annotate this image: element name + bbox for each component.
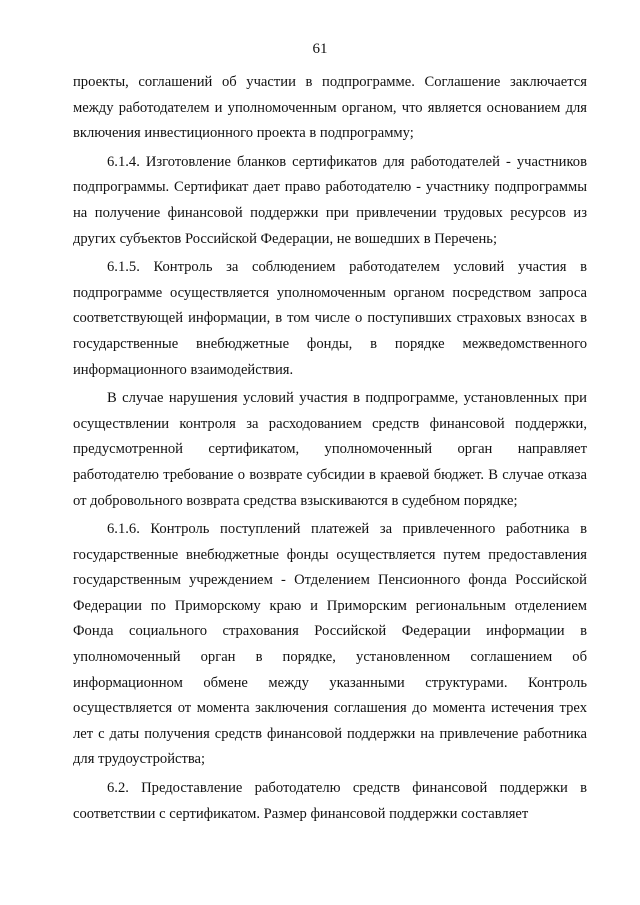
page-body — [73, 70, 587, 829]
paragraph-6-1-6: 6.1.6. Контроль поступлений платежей за привлеченного работника в государственные внебюджетные фонды осуществляется путем предоставления государственным учреждением - Отделением Пенсионного фонда Российской Федерации по Приморскому краю и Приморским региональным отделением Фонда социального страхования Российской Федерации информации в уполномоченный орган в порядке, установленном соглашением об информационном обмене между указанными структурами. Контроль осуществляется от момента заключения соглашения до момента истечения трех лет с даты получения средств финансовой поддержки на привлечение работника для трудоустройства; — [73, 521, 587, 768]
paragraph-6-2: 6.2. Предоставление работодателю средств финансовой поддержки в соответствии с сертификатом. Размер финансовой поддержки составляет — [73, 780, 587, 822]
paragraph-6-1-4: 6.1.4. Изготовление бланков сертификатов для работодателей - участников подпрограммы. Сертификат дает право работодателю - участнику подпрограммы на получение финансовой поддержки при привлечении трудовых ресурсов из других субъектов Российской Федерации, не вошедших в Перечень; — [73, 153, 587, 247]
paragraph-continuation: проекты, соглашений об участии в подпрограмме. Соглашение заключается между работодателем и уполномоченным органом, что является основанием для включения инвестиционного проекта в подпрограмму; — [73, 74, 587, 142]
page-number: 61 — [312, 41, 328, 57]
paragraph-violation: В случае нарушения условий участия в подпрограмме, установленных при осуществлении контроля за расходованием средств финансовой поддержки, предусмотренной сертификатом, уполномоченный орган направляет работодателю требование о возврате субсидии в краевой бюджет. В случае отказа от добровольного возврата средства взыскиваются в судебном порядке; — [73, 390, 587, 509]
paragraph-6-1-5: 6.1.5. Контроль за соблюдением работодателем условий участия в подпрограмме осуществляется уполномоченным органом посредством запроса соответствующей информации, в том числе о поступивших страховых взносах в государственные внебюджетные фонды, в порядке межведомственного информационного взаимодействия. — [73, 259, 587, 378]
